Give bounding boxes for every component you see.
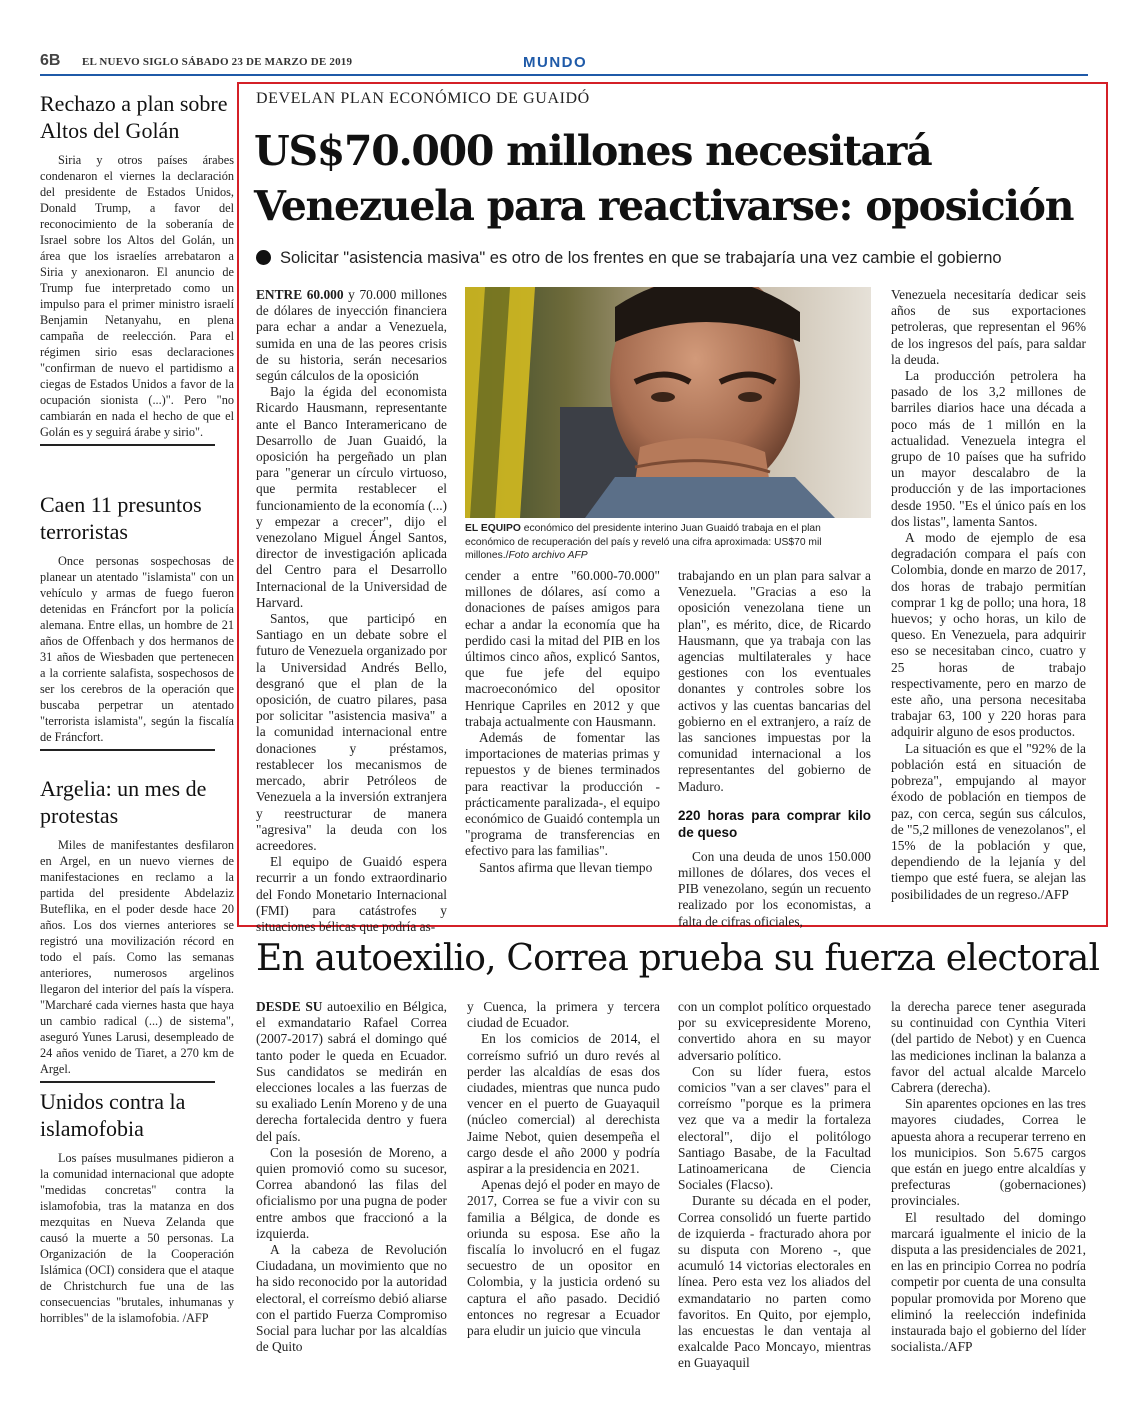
photo-caption (465, 522, 871, 563)
brief-title: Rechazo a plan sobre Altos del Golán (40, 91, 228, 143)
paragraph: El resultado del domingo marcará igualmente el inicio de la disputa a las presidenciales de 2021, en las en principio Correa no podría competir por cuenta de una consulta popular promovida por Moreno que eliminó la reelección indefinida instaurada bajo el gobierno del líder socialista./AFP (891, 1209, 1086, 1355)
paragraph: La situación es que el "92% de la población está en situación de pobreza", empujando al mayor éxodo de población en tiempos de paz, con cerca, según sus cálculos, de "5,2 millones de venezolanos", el 15% de la población y que, dependiendo de la lejanía y del tiempo que esté fuera, se alejan las posibilidades de un regreso./AFP (891, 740, 1087, 902)
lead-paragraph (256, 287, 447, 384)
page-header (0, 0, 1125, 80)
brief-divider (40, 1081, 215, 1083)
brief-divider (40, 749, 215, 751)
lead-text: autoexilio en Bélgica, el exmandatario Rafael Correa (2007-2017) sabrá el domingo qué tanto poder le queda en Ecuador. Sus candidatos se medirán en elecciones locales a las fuerzas de su exaliado Lenín Moreno y de una derecha fortalecida dentro y fuera del país. (256, 999, 447, 1144)
brief-divider (40, 444, 215, 446)
paragraph: Sin aparentes opciones en las tres mayores ciudades, Correa le apuesta ahora a recuperar terreno en los municipios. Son 5.675 cargos que están en juego entre alcaldías y prefecturas (gobernaciones) provinciales. (891, 1096, 1086, 1209)
paragraph: La producción petrolera ha pasado de los 3,2 millones de barriles diarios hace una década a poco más de 1 millón en la actualidad. Venezuela integra el grupo de 10 países que ha sufrido un mayor descalabro de la producción y de las importaciones desde 1950. "Es el único país en los dos listas", lamenta Santos. (891, 368, 1086, 529)
brief-terroristas (40, 491, 234, 745)
headline-line-2: Venezuela para reactivarse: oposición (254, 182, 1074, 230)
brief-title: Unidos contra la islamofobia (40, 1089, 186, 1141)
caption-credit: Foto archivo AFP (508, 550, 588, 561)
main-column-3 (678, 568, 871, 930)
paragraph: Venezuela necesitaría dedicar seis años de sus exportaciones petroleras, que representan el 96% de los ingresos del país, para saldar la deuda. (891, 287, 1086, 367)
paragraph: Durante su década en el poder, Correa consolidó un fuerte partido de izquierda - fracturado ahora por su disputa con Moreno -, que acumuló 14 victorias electorales en línea. Pero esta vez los aliados del exmandatario no parten como favoritos. En Quito, por ejemplo, las encuestas le dan ventaja al exalcalde Paco Moncayo, mientras en Guayaquil (678, 1193, 871, 1371)
main-column-4 (891, 287, 1086, 903)
paragraph: A modo de ejemplo de esa degradación compara el país con Colombia, donde en marzo de 2017, dos horas de trabajo permitían comprar 1 kg de pollo; una hora, 18 huevos; y ocho horas, un kilo de queso. En Venezuela, para adquirir eso se necesitaban cinco, cuatro y 25 horas de trabajo respectivamente, pero en marzo de este año, una persona necesitaba trabajar 63, 100 y 220 horas para adquirir alguno de esos productos. (891, 530, 1086, 740)
caption-text: económico del presidente interino Juan Guaidó trabaja en el plan económico de recuperación del país y reveló una cifra aproximada: US$70 mil millones./ (465, 523, 822, 561)
lead-paragraph (256, 999, 447, 1145)
brief-golan (40, 90, 234, 440)
portrait-image (465, 287, 871, 518)
main-column-1 (256, 287, 447, 935)
subhead-text: Solicitar "asistencia masiva" es otro de los frentes en que se trabajaría una vez cambie el gobierno (280, 249, 1002, 267)
paragraph: Bajo la égida del economista Ricardo Hausmann, representante ante el Banco Interamericano de Desarrollo de Juan Guaidó, la oposición ha pergeñado un plan para "generar un círculo virtuoso, que permita restablecer el funcionamiento de la economía (...) y empezar a crecer", dijo el venezolano Miguel Ángel Santos, director de investigación aplicada del Centro para el Desarrollo Internacional de la Universidad de Harvard. (256, 384, 447, 610)
brief-title: Caen 11 presuntos terroristas (40, 492, 202, 544)
paragraph: trabajando en un plan para salvar a Venezuela. "Gracias a eso la oposición venezolana tiene un plan", es mérito, dice, de Ricardo Hausmann, que ya trabaja con las agencias multilaterales y hace gestiones con los eventuales donantes y controles sobre los activos y las cuentas bancarias del gobierno en el extranjero, a raíz de las sanciones impuestas por la comunidad internacional a los representantes del gobierno de Maduro. (678, 568, 871, 794)
story-kicker: DEVELAN PLAN ECONÓMICO DE GUAIDÓ (256, 90, 590, 107)
second-story-headline: En autoexilio, Correa prueba su fuerza electoral (256, 938, 1100, 979)
paragraph: En los comicios de 2014, el correísmo sufrió un duro revés al perder las alcaldías de esas dos ciudades, mientras que nunca pudo vencer en el puerto de Guayaquil (núcleo comercial) al derechista Jaime Nebot, quien desempeña el cargo desde el año 2000 y podría aspirar a la presidencia en 2021. (467, 1031, 660, 1177)
second-column-1 (256, 999, 447, 1355)
brief-title: Argelia: un mes de protestas (40, 776, 207, 828)
caption-lead: EL EQUIPO (465, 523, 521, 534)
brief-body: Miles de manifestantes desfilaron en Argel, en un nuevo viernes de manifestaciones en reclamo a la partida del presidente Abdelaziz Buteflika, en el poder desde hace 20 años. Los dos viernes anteriores se registró una movilización récord en todo el país. Como las semanas anteriores, numerosos argelinos llegaron del interior del país la víspera. "Marcharé cada viernes hasta que haya un cambio radical (...) de sistema", aseguró Yunes Larusi, desempleado de 24 años venido de Tiaret, a 270 km de Argel. (40, 838, 234, 1076)
second-column-2 (467, 999, 660, 1339)
paragraph: la derecha parece tener asegurada su continuidad con Cynthia Viteri (del partido de Nebot) y en Cuenca las mediciones inclinan la balanza a favor del actual alcalde Marcelo Cabrera (derecha). (891, 999, 1086, 1096)
lead-caps: DESDE SU (256, 999, 323, 1014)
brief-body: Once personas sospechosas de planear un atentado "islamista" con un vehículo y armas de fuego fueron detenidas en Fráncfort por la policía alemana. Entre ellas, un hombre de 21 años de Offenbach y dos hermanos de 31 años de Wiesbaden que pertenecen a la corriente salafista, sospechosos de ser los cerebros de la operación que buscaba perpetrar un atentado "terrorista islamista", según la fiscalía de Fráncfort. (40, 554, 234, 744)
paragraph: Con su líder fuera, estos comicios "van a ser claves" para el correísmo "porque es la primera vez que va a medir la fortaleza electoral", dijo el politólogo Santiago Basabe, de la Facultad Latinoamericana de Ciencia Sociales (Flacso). (678, 1063, 871, 1193)
paragraph: Con la posesión de Moreno, a quien promovió como su sucesor, Correa abandonó las filas del oficialismo por una pugna de poder entre ambos que fraccionó a la izquierda. (256, 1144, 447, 1241)
story-headline (254, 124, 1104, 234)
paragraph: Santos, que participó en Santiago en un debate sobre el futuro de Venezuela organizado por la Universidad Andrés Bello, desgranó que el plan de la oposición, de cuatro pilares, pasa por solicitar "asistencia masiva" a la comunidad internacional entre donaciones y préstamos, restablecer los mecanismos de mercado, abrir Petróleos de Venezuela a la inversión extranjera y reestructurar de manera "agresiva" la deuda con los acreedores. (256, 611, 447, 853)
paragraph: y Cuenca, la primera y tercera ciudad de Ecuador. (467, 999, 660, 1031)
paragraph: cender a entre "60.000-70.000" millones de dólares, así como a donaciones de países amigos para echar a andar la economía que ha perdido casi la mitad del PIB en los últimos cinco años, explicó Santos, que fue jefe del equipo macroeconómico del opositor Henrique Capriles en 2012 y que trabaja actualmente con Hausmann. (465, 568, 660, 729)
bullet-icon (256, 250, 271, 265)
paragraph: Además de fomentar las importaciones de materias primas y repuestos y de bienes terminados para reactivar la producción -prácticamente paralizada-, el equipo económico de Guaidó contempla un "programa de transferencias en efectivo para las familias". (465, 730, 660, 859)
page-number: 6B (40, 52, 61, 69)
brief-argelia (40, 775, 234, 1077)
main-column-2 (465, 568, 660, 876)
story-subhead (256, 249, 1002, 268)
brief-body: Siria y otros países árabes condenaron el viernes la declaración del presidente de Estados Unidos, Donald Trump, a favor del reconocimiento de la soberanía de Israel sobre los Altos del Golán, un área que los israelíes arrebataron a Siria y anexionaron. El anuncio de Trump fue interpretado como un impulso para el primer ministro israelí Benjamin Netanyahu, en plena campaña de reelección. Para el régimen sirio esas declaraciones "confirman de nuevo el partidismo a ciegas de Estados Unidos a favor de la ocupación sionista (...)". Pero "no cambiarán en nada el hecho de que el Golán es y seguirá árabe y sirio". (40, 153, 234, 439)
second-column-4 (891, 999, 1086, 1355)
brief-body: Los países musulmanes pidieron a la comunidad internacional que adopte "medidas concretas" contra la islamofobia, tras la matanza en dos mezquitas en Nueva Zelanda que causó la muerte a 50 personas. La Organización de la Cooperación Islámica (OCI) considera que el ataque de Christchurch fue una de las consecuencias "brutales, inhumanas y horribles" de la islamofobia. /AFP (40, 1151, 234, 1325)
lead-text: y 70.000 millones de dólares de inyección financiera para echar a andar a Venezuela, sumida en una de las peores crisis de su historia, serán necesarios según cálculos de la oposición (256, 287, 447, 384)
newspaper-dateline: EL NUEVO SIGLO SÁBADO 23 DE MARZO DE 2019 (82, 56, 353, 68)
paragraph: con un complot político orquestado por su exvicepresidente Moreno, convertido ahora en su mayor adversario político. (678, 999, 871, 1063)
paragraph: Con una deuda de unos 150.000 millones de dólares, dos veces el PIB venezolano, según un recuento realizado por los economistas, a falta de cifras oficiales, (678, 848, 871, 929)
second-column-3 (678, 999, 871, 1372)
section-name: MUNDO (523, 54, 588, 71)
lead-caps: ENTRE 60.000 (256, 287, 344, 302)
headline-line-1: US$70.000 millones necesitará (254, 127, 932, 175)
brief-islamofobia (40, 1088, 234, 1326)
paragraph: Apenas dejó el poder en mayo de 2017, Correa se fue a vivir con su familia a Bélgica, de donde es oriunda su esposa. Ese año la fiscalía lo involucró en el fugaz secuestro de un opositor en Colombia, y la justicia ordenó su captura el año pasado. Decidió entonces no regresar a Ecuador para eludir un juicio que vincula (467, 1177, 660, 1339)
paragraph: El equipo de Guaidó espera recurrir a un fondo extraordinario del Fondo Monetario Internacional (FMI) para catástrofes y situaciones bélicas que podría as- (256, 854, 447, 934)
paragraph: Santos afirma que llevan tiempo (479, 859, 653, 875)
header-rule (40, 74, 1088, 76)
paragraph: A la cabeza de Revolución Ciudadana, un movimiento que no ha sido reconocido por la autoridad electoral, el correísmo debió aliarse con el partido Fuerza Compromiso Social para luchar por las alcaldías de Quito (256, 1242, 447, 1355)
section-subhead: 220 horas para comprar kilo de queso (678, 807, 871, 840)
guaido-photo (465, 287, 871, 518)
